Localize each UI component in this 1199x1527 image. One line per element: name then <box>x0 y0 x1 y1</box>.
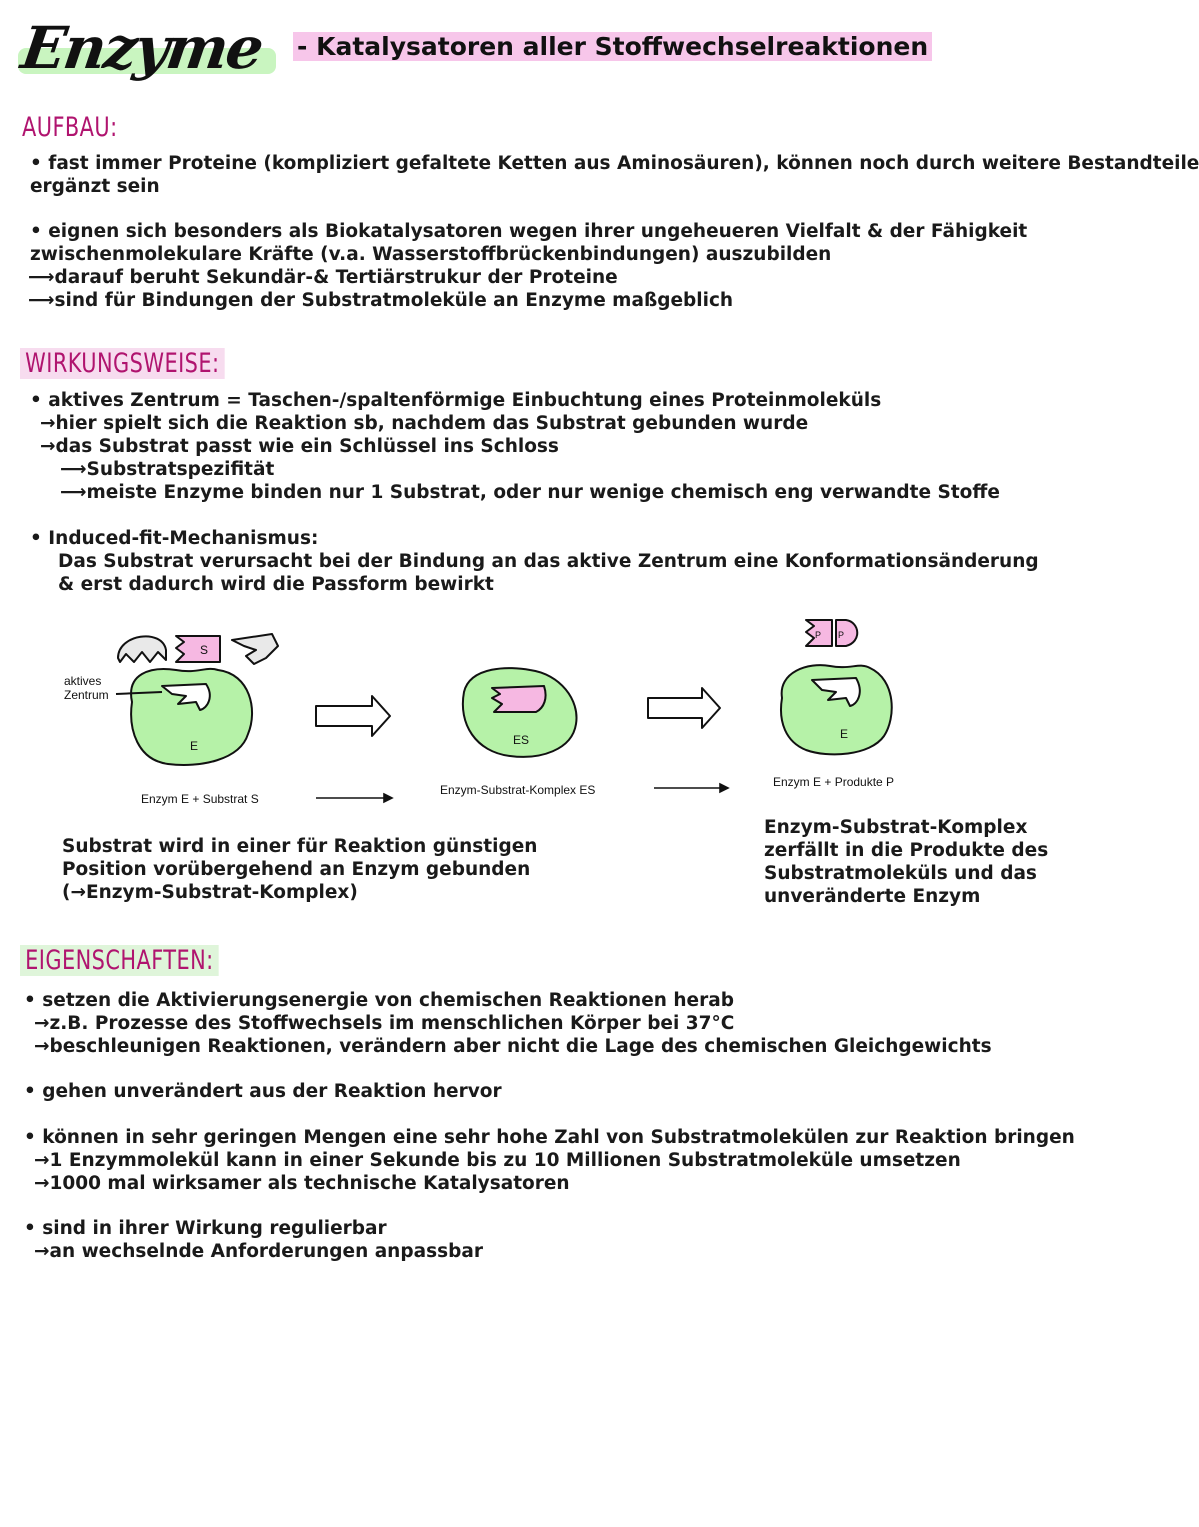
substrate-s <box>176 636 220 662</box>
caption-stage-3: Enzym E + Produkte P <box>773 775 895 789</box>
heading-wirkungsweise: WIRKUNGSWEISE: <box>20 348 225 379</box>
wirk-line: • Induced-fit-Mechanismus: <box>30 528 319 549</box>
heading-eigenschaften: EIGENSCHAFTEN: <box>20 945 219 976</box>
eigen-line: • sind in ihrer Wirkung regulierbar <box>24 1218 387 1239</box>
desc-left-line: Position vorübergehend an Enzym gebunden <box>62 859 531 880</box>
caption-stage-2: Enzym-Substrat-Komplex ES <box>440 783 596 797</box>
desc-right-line: zerfällt in die Produkte des <box>764 840 1049 861</box>
label-e1: E <box>190 739 199 753</box>
arrow-outline-1 <box>316 696 390 736</box>
wirk-line: • aktives Zentrum = Taschen-/spaltenförmige Einbuchtung eines Proteinmoleküls <box>30 390 882 411</box>
desc-left-line: Substrat wird in einer für Reaktion günstigen <box>62 836 538 857</box>
caption-stage-1: Enzym E + Substrat S <box>141 792 259 806</box>
aufbau-line: • eignen sich besonders als Biokatalysatoren wegen ihrer ungeheueren Vielfalt & der Fähigkeit <box>30 221 1028 242</box>
eigen-line: →an wechselnde Anforderungen anpassbar <box>34 1241 483 1262</box>
label-p2: P <box>838 630 845 640</box>
wirk-line: & erst dadurch wird die Passform bewirkt <box>58 574 494 595</box>
label-es: ES <box>513 733 530 747</box>
desc-right-line: unveränderte Enzym <box>764 886 981 907</box>
desc-right-line: Enzym-Substrat-Komplex <box>764 817 1028 838</box>
eigen-line: →1 Enzymmolekül kann in einer Sekunde bis zu 10 Millionen Substratmoleküle umsetzen <box>34 1150 961 1171</box>
label-s: S <box>200 643 209 657</box>
subtitle-text: - Katalysatoren aller Stoffwechselreaktionen <box>293 32 932 61</box>
wirk-line: →das Substrat passt wie ein Schlüssel ins Schloss <box>40 436 559 457</box>
desc-left-line: (→Enzym-Substrat-Komplex) <box>62 882 358 903</box>
eigen-line: • können in sehr geringen Mengen eine sehr hohe Zahl von Substratmolekülen zur Reaktion bringen <box>24 1127 1075 1148</box>
eigen-line: →z.B. Prozesse des Stoffwechsels im menschlichen Körper bei 37°C <box>34 1013 735 1034</box>
eigen-line: • gehen unverändert aus der Reaktion hervor <box>24 1081 502 1102</box>
aufbau-line: ⟶darauf beruht Sekundär-& Tertiärstrukur der Proteine <box>28 267 618 288</box>
eigen-line: • setzen die Aktivierungsenergie von chemischen Reaktionen herab <box>24 990 734 1011</box>
page-title: Enzyme <box>17 14 267 82</box>
substrate-in-es <box>492 686 546 712</box>
arrow-outline-2 <box>648 688 720 728</box>
desc-right-line: Substratmoleküls und das <box>764 863 1037 884</box>
label-zentrum: Zentrum <box>64 688 109 702</box>
wirk-line: →hier spielt sich die Reaktion sb, nachdem das Substrat gebunden wurde <box>40 413 809 434</box>
aufbau-line: ergänzt sein <box>30 176 160 197</box>
label-e3: E <box>840 727 849 741</box>
wirk-line: ⟶Substratspezifität <box>60 459 275 480</box>
aufbau-line: zwischenmolekulare Kräfte (v.a. Wasserstoffbrückenbindungen) auszubilden <box>30 244 832 265</box>
wirk-line: ⟶meiste Enzyme binden nur 1 Substrat, oder nur wenige chemisch eng verwandte Stoffe <box>60 482 1000 503</box>
eigen-line: →1000 mal wirksamer als technische Katalysatoren <box>34 1173 570 1194</box>
eigen-line: →beschleunigen Reaktionen, verändern aber nicht die Lage des chemischen Gleichgewichts <box>34 1036 992 1057</box>
label-p1: P <box>815 630 822 640</box>
label-aktives: aktives <box>64 674 102 688</box>
aufbau-line: ⟶sind für Bindungen der Substratmoleküle an Enzyme maßgeblich <box>28 290 734 311</box>
molecule-grey-1 <box>118 636 166 662</box>
molecule-grey-2 <box>232 634 278 664</box>
wirk-line: Das Substrat verursacht bei der Bindung an das aktive Zentrum eine Konformationsänderung <box>58 551 1039 572</box>
page-subtitle <box>293 32 932 61</box>
aufbau-line: • fast immer Proteine (kompliziert gefaltete Ketten aus Aminosäuren), können noch durch weitere Bestandteile <box>30 153 1199 174</box>
heading-aufbau: AUFBAU: <box>22 112 118 143</box>
